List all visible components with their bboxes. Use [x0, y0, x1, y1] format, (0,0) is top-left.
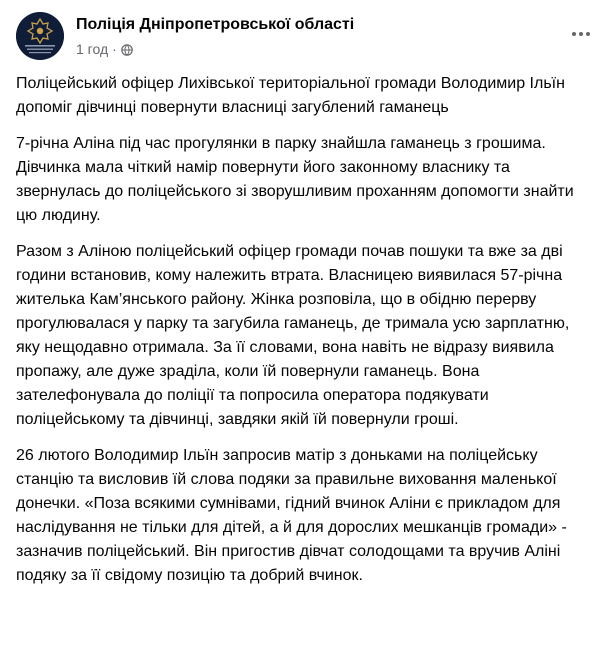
- meta-separator: ·: [112, 41, 117, 57]
- page-name-link[interactable]: Поліція Дніпропетровської області: [76, 16, 355, 33]
- post-text: [16, 72, 597, 600]
- post-meta: [76, 41, 133, 59]
- post-paragraph: 26 лютого Володимир Ільїн запросив матір з доньками на поліцейську станцію та висловив їй слова подяки за правильне виховання маленької донечки. «Поза всякими сумнівами, гідний вчинок Аліни є прикладом для наслідування не тільки для дітей, а й для дорослих мешканців громади» - зазначив поліцейський. Він пригостив дівчат солодощами та вручив Аліні подяку за її свідому позицію та добрий вчинок.: [16, 447, 567, 584]
- police-emblem-icon: [16, 12, 64, 60]
- post-paragraph-headline: Поліцейський офіцер Лихівської територіальної громади Володимир Ільїн допоміг дівчинці повернути власниці загублений гаманець: [16, 75, 565, 116]
- post-paragraph: 7-річна Аліна під час прогулянки в парку знайшла гаманець з грошима. Дівчинка мала чіткий намір повернути його законному власнику та звернулась до поліцейського зі зворушливим проханням допомогти знайти цю людину.: [16, 135, 574, 224]
- post-header: [16, 12, 613, 60]
- post-paragraph: Разом з Аліною поліцейський офіцер громади почав пошуки та вже за дві години встановив, кому належить втрата. Власницею виявилася 57-річна жителька Кам’янського району. Жінка розповіла, що в обідню перерву прогулювалася у парку та загубила гаманець, де тримала усю зарплатню, яку нещодавно отримала. За її словами, вона навіть не відразу виявила пропажу, але дуже зраділа, коли їй повернули гаманець. Вона зателефонувала до поліції та попросила оператора подякувати поліцейському та дівчинці, завдяки якій їй повернули гроші.: [16, 243, 570, 428]
- more-options-icon[interactable]: [565, 22, 597, 46]
- globe-icon[interactable]: [121, 43, 133, 59]
- page-avatar[interactable]: [16, 12, 64, 60]
- post-timestamp[interactable]: 1 год: [76, 41, 109, 57]
